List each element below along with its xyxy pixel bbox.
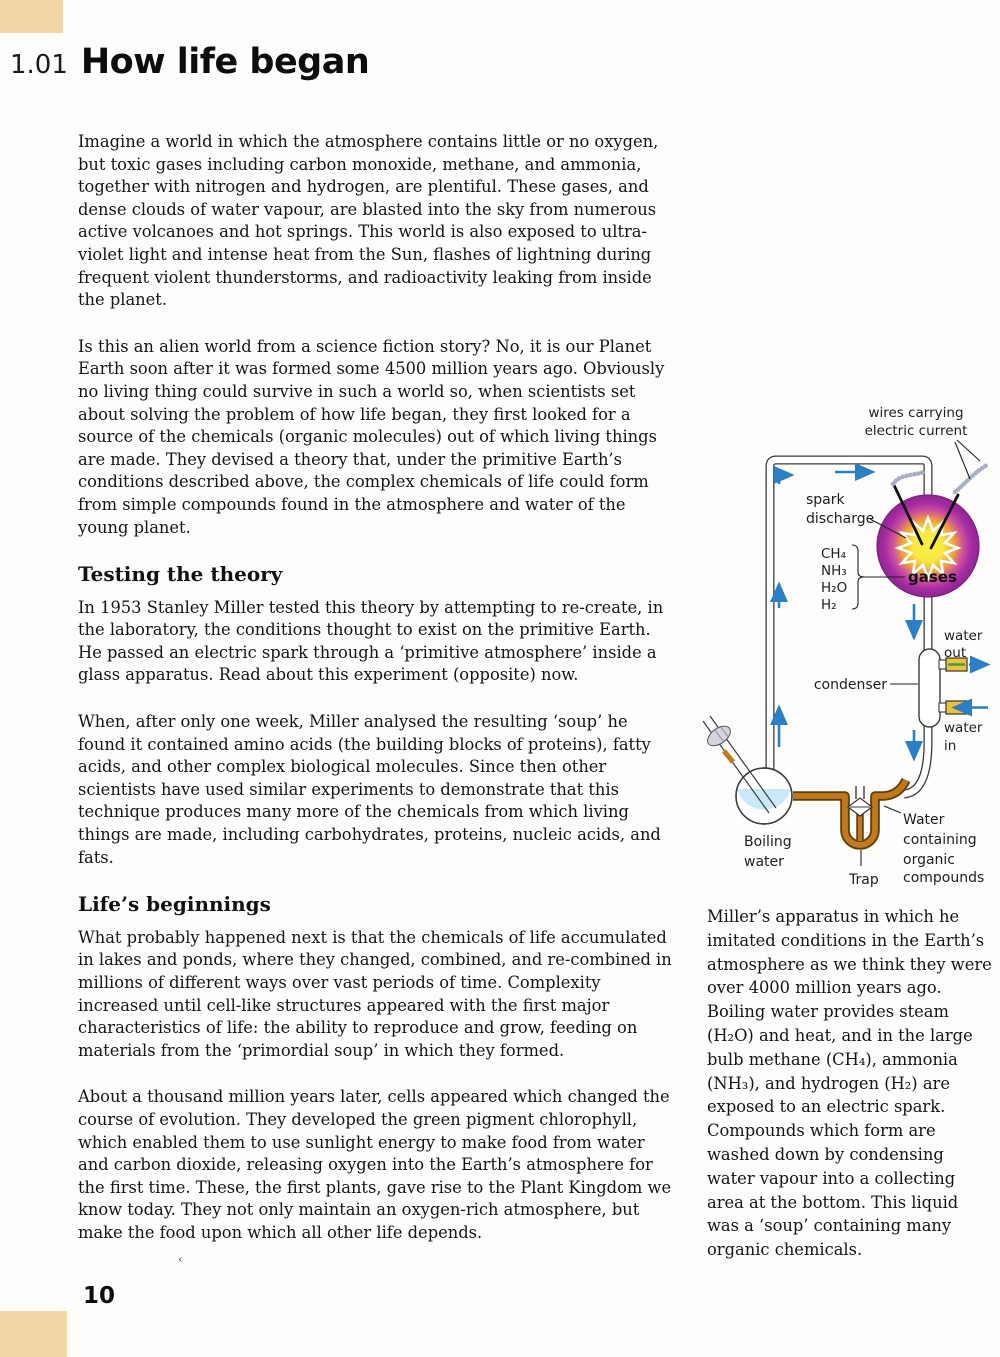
intro-paragraph-1: Imagine a world in which the atmosphere contains little or no oxygen, but toxic gases including carbon monoxide, methane, and ammonia, together with nitrogen and hydrogen, are plentiful. These gases, and dense clouds of water vapour, are blasted into the sky from numerous active volcanoes and hot springs. This world is also exposed to ultra-violet light and intense heat from the Sun, flashes of lightning during frequent violent thunderstorms, and radioactivity leaking from inside the planet. [78, 132, 659, 310]
soup-label-line2: containing [903, 832, 977, 848]
gas-label-h2: H₂ [821, 597, 837, 613]
flow-arrow [779, 475, 792, 484]
wires-label-line1: wires carrying [868, 405, 964, 421]
gas-label-h2o: H₂O [821, 580, 848, 596]
miller-apparatus-figure [700, 400, 1000, 900]
soup-label-line4: compounds [903, 870, 985, 886]
condenser-label: condenser [813, 677, 887, 693]
trap-label: Trap [849, 872, 879, 888]
soup-label-line1: Water [903, 812, 945, 828]
page-title: How life began [80, 42, 370, 82]
electric-wires [893, 465, 987, 492]
water-in-label-line1: water [944, 720, 983, 736]
miller-apparatus-diagram [700, 400, 1000, 900]
stray-mark: ‹ [178, 1252, 183, 1266]
tan-corner-top [0, 0, 63, 33]
water-in-label-line2: in [944, 738, 957, 754]
beginnings-paragraph-1: What probably happened next is that the chemicals of life accumulated in lakes and ponds, where they changed, combined, and re-combined in millions of different ways over vast periods of time. Complexity increased until cell-like structures appeared with the first major characteristics of life: the ability to reproduce and grow, feeding on materials from the ‘primordial soup’ in which they formed. [78, 927, 672, 1060]
gas-label-ch4: CH₄ [821, 546, 846, 562]
water-out-label-line2: out [944, 645, 967, 661]
testing-paragraph-2: When, after only one week, Miller analysed the resulting ‘soup’ he found it contained amino acids (the building blocks of proteins), fatty acids, and other complex biological molecules. Since then other scientists have used similar experiments to demonstrate that this technique produces many more of the chemicals from which living things are made, including carbohydrates, proteins, nucleic acids, and fats. [78, 712, 661, 867]
gas-label-nh3: NH₃ [821, 563, 847, 579]
heading-testing-the-theory: Testing the theory [78, 562, 283, 587]
figure-caption: Miller’s apparatus in which he imitated conditions in the Earth’s atmosphere as we think they were over 4000 million years ago. Boiling water provides steam (H₂O) and heat, and in the large bulb methane (CH₄), ammonia (NH₃), and hydrogen (H₂) are exposed to an electric spark. Compounds which form are washed down by condensing water vapour into a collecting area at the bottom. This liquid was a ‘soup’ containing many organic chemicals. [707, 907, 992, 1260]
boiling-water-label-line1: Boiling [744, 834, 792, 850]
article-body [78, 131, 679, 1269]
page-number: 10 [83, 1283, 116, 1309]
gases-label: gases [908, 568, 957, 586]
page-header [10, 42, 369, 82]
soup-tube [793, 780, 906, 845]
wires-label-line2: electric current [864, 423, 968, 439]
heading-lifes-beginnings: Life’s beginnings [78, 892, 271, 917]
intro-paragraph-2: Is this an alien world from a science fiction story? No, it is our Planet Earth soon after it was formed some 4500 million years ago. Obviously no living thing could survive in such a world so, when scientists set about solving the problem of how life began, they first looked for a source of the chemicals (organic molecules) out of which living things are made. They devised a theory that, under the primitive Earth’s conditions described above, the complex chemicals of life could form from simple compounds found in the atmosphere and water of the young planet. [78, 336, 665, 537]
tan-corner-bottom [0, 1311, 67, 1357]
boiling-water-label-line2: water [744, 854, 784, 870]
trap-stopcock [848, 786, 872, 816]
water-out-label-line1: water [944, 628, 983, 644]
beginnings-paragraph-2: About a thousand million years later, cells appeared which changed the course of evolution. They developed the green pigment chlorophyll, which enabled them to use sunlight energy to make food from water and carbon dioxide, releasing oxygen into the Earth’s atmosphere for the first time. These, the first plants, gave rise to the Plant Kingdom we know today. They not only maintain an oxygen-rich atmosphere, but make the food upon which all other life depends. [78, 1087, 672, 1242]
spark-label-line1: spark [806, 492, 845, 508]
spark-label-line2: discharge [806, 511, 875, 527]
soup-label-line3: organic [903, 852, 956, 868]
section-number: 1.01 [10, 50, 68, 80]
testing-paragraph-1: In 1953 Stanley Miller tested this theory by attempting to re-create, in the laboratory, the conditions thought to exist on the primitive Earth. He passed an electric spark through a ‘primitive atmosphere’ inside a glass apparatus. Read about this experiment (opposite) now. [78, 597, 664, 685]
